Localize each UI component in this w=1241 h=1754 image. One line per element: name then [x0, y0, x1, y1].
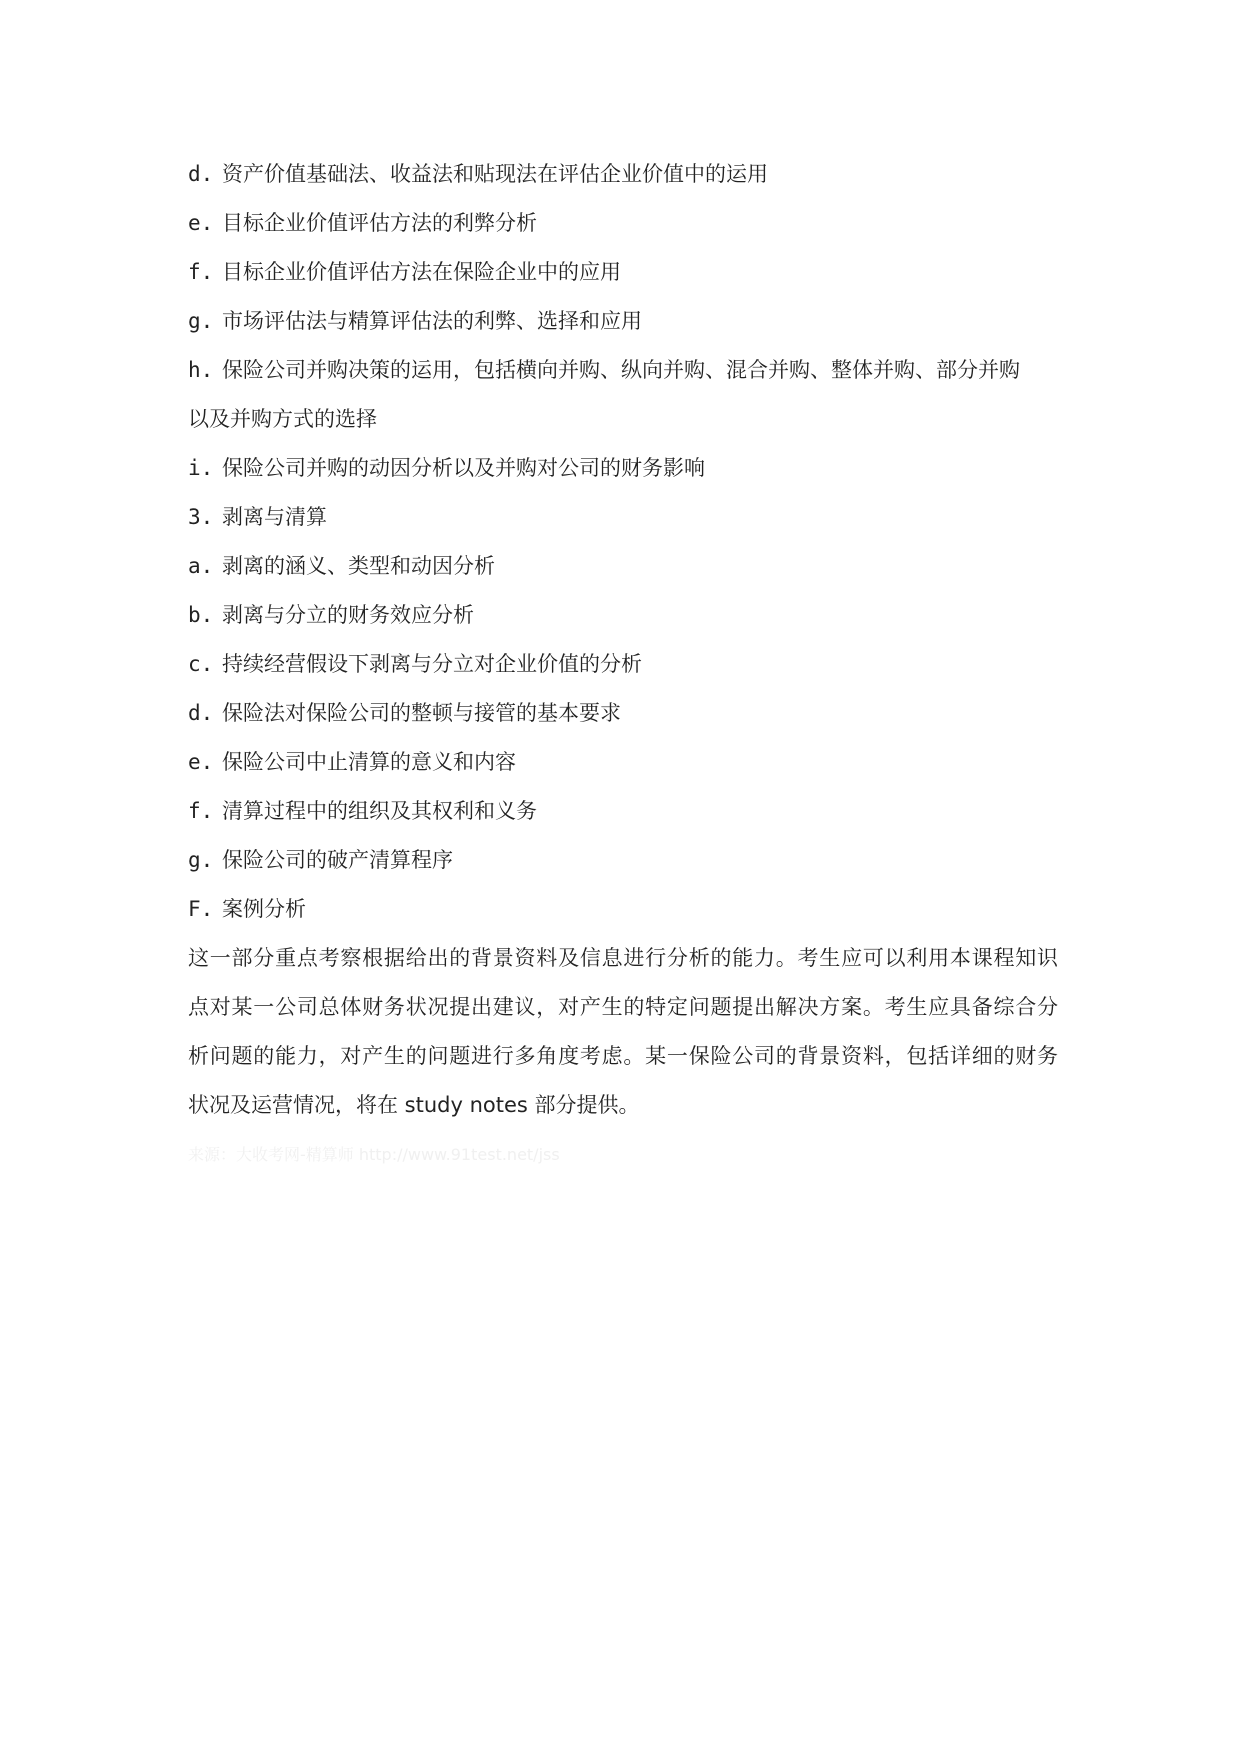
outline-item: [188, 248, 1058, 297]
outline-item-text: 剥离与分立的财务效应分析: [222, 603, 474, 627]
outline-item: [188, 297, 1058, 346]
outline-item-marker: d.: [188, 162, 214, 186]
outline-item: [188, 493, 1058, 542]
outline-item-text: 目标企业价值评估方法的利弊分析: [222, 211, 537, 235]
outline-item-marker: a.: [188, 554, 214, 578]
outline-item-marker: 3.: [188, 505, 214, 529]
outline-item-text: 清算过程中的组织及其权利和义务: [222, 799, 537, 823]
outline-item-marker: F.: [188, 897, 214, 921]
outline-item: [188, 885, 1058, 934]
outline-item-text: 保险公司并购决策的运用，包括横向并购、纵向并购、混合并购、整体并购、部分并购: [222, 358, 1020, 382]
outline-item: [188, 787, 1058, 836]
document-content: [188, 150, 1058, 1179]
paragraph-line: 点对某一公司总体财务状况提出建议，对产生的特定问题提出解决方案。考生应具备综合分: [188, 995, 1058, 1019]
outline-item-text: 资产价值基础法、收益法和贴现法在评估企业价值中的运用: [222, 162, 768, 186]
outline-item: [188, 738, 1058, 787]
outline-item-marker: g.: [188, 309, 214, 333]
outline-item-text: 市场评估法与精算评估法的利弊、选择和应用: [222, 309, 642, 333]
case-analysis-paragraph: [188, 934, 1058, 1130]
outline-item-marker: g.: [188, 848, 214, 872]
outline-item-text: 保险法对保险公司的整顿与接管的基本要求: [222, 701, 621, 725]
paragraph-line: 状况及运营情况，将在 study notes 部分提供。: [188, 1093, 640, 1117]
outline-item-text: 案例分析: [222, 897, 306, 921]
outline-item: [188, 150, 1058, 199]
outline-item: [188, 591, 1058, 640]
outline-item-marker: e.: [188, 750, 214, 774]
outline-item-text: 目标企业价值评估方法在保险企业中的应用: [222, 260, 621, 284]
outline-item: [188, 395, 1058, 444]
outline-item: [188, 199, 1058, 248]
outline-item-marker: f.: [188, 260, 214, 284]
outline-item-text: 保险公司的破产清算程序: [222, 848, 453, 872]
outline-item-marker: i.: [188, 456, 214, 480]
outline-item-marker: f.: [188, 799, 214, 823]
outline-item-marker: e.: [188, 211, 214, 235]
outline-item: [188, 444, 1058, 493]
outline-list: [188, 150, 1058, 934]
paragraph-line: 这一部分重点考察根据给出的背景资料及信息进行分析的能力。考生应可以利用本课程知识: [188, 946, 1058, 970]
outline-item-text: 持续经营假设下剥离与分立对企业价值的分析: [222, 652, 642, 676]
paragraph-line: 析问题的能力，对产生的问题进行多角度考虑。某一保险公司的背景资料，包括详细的财务: [188, 1044, 1058, 1068]
outline-item-marker: c.: [188, 652, 214, 676]
outline-item-marker: b.: [188, 603, 214, 627]
outline-item: [188, 689, 1058, 738]
outline-item: [188, 836, 1058, 885]
source-watermark: 来源：大收考网-精算师 http://www.91test.net/jss: [188, 1145, 560, 1164]
outline-item-marker: h.: [188, 358, 214, 382]
outline-item-text: 以及并购方式的选择: [188, 407, 377, 431]
outline-item-text: 保险公司并购的动因分析以及并购对公司的财务影响: [222, 456, 705, 480]
outline-item-text: 剥离与清算: [222, 505, 327, 529]
outline-item: [188, 542, 1058, 591]
outline-item-text: 剥离的涵义、类型和动因分析: [222, 554, 495, 578]
outline-item: [188, 640, 1058, 689]
outline-item-text: 保险公司中止清算的意义和内容: [222, 750, 516, 774]
outline-item: [188, 346, 1058, 395]
outline-item-marker: d.: [188, 701, 214, 725]
